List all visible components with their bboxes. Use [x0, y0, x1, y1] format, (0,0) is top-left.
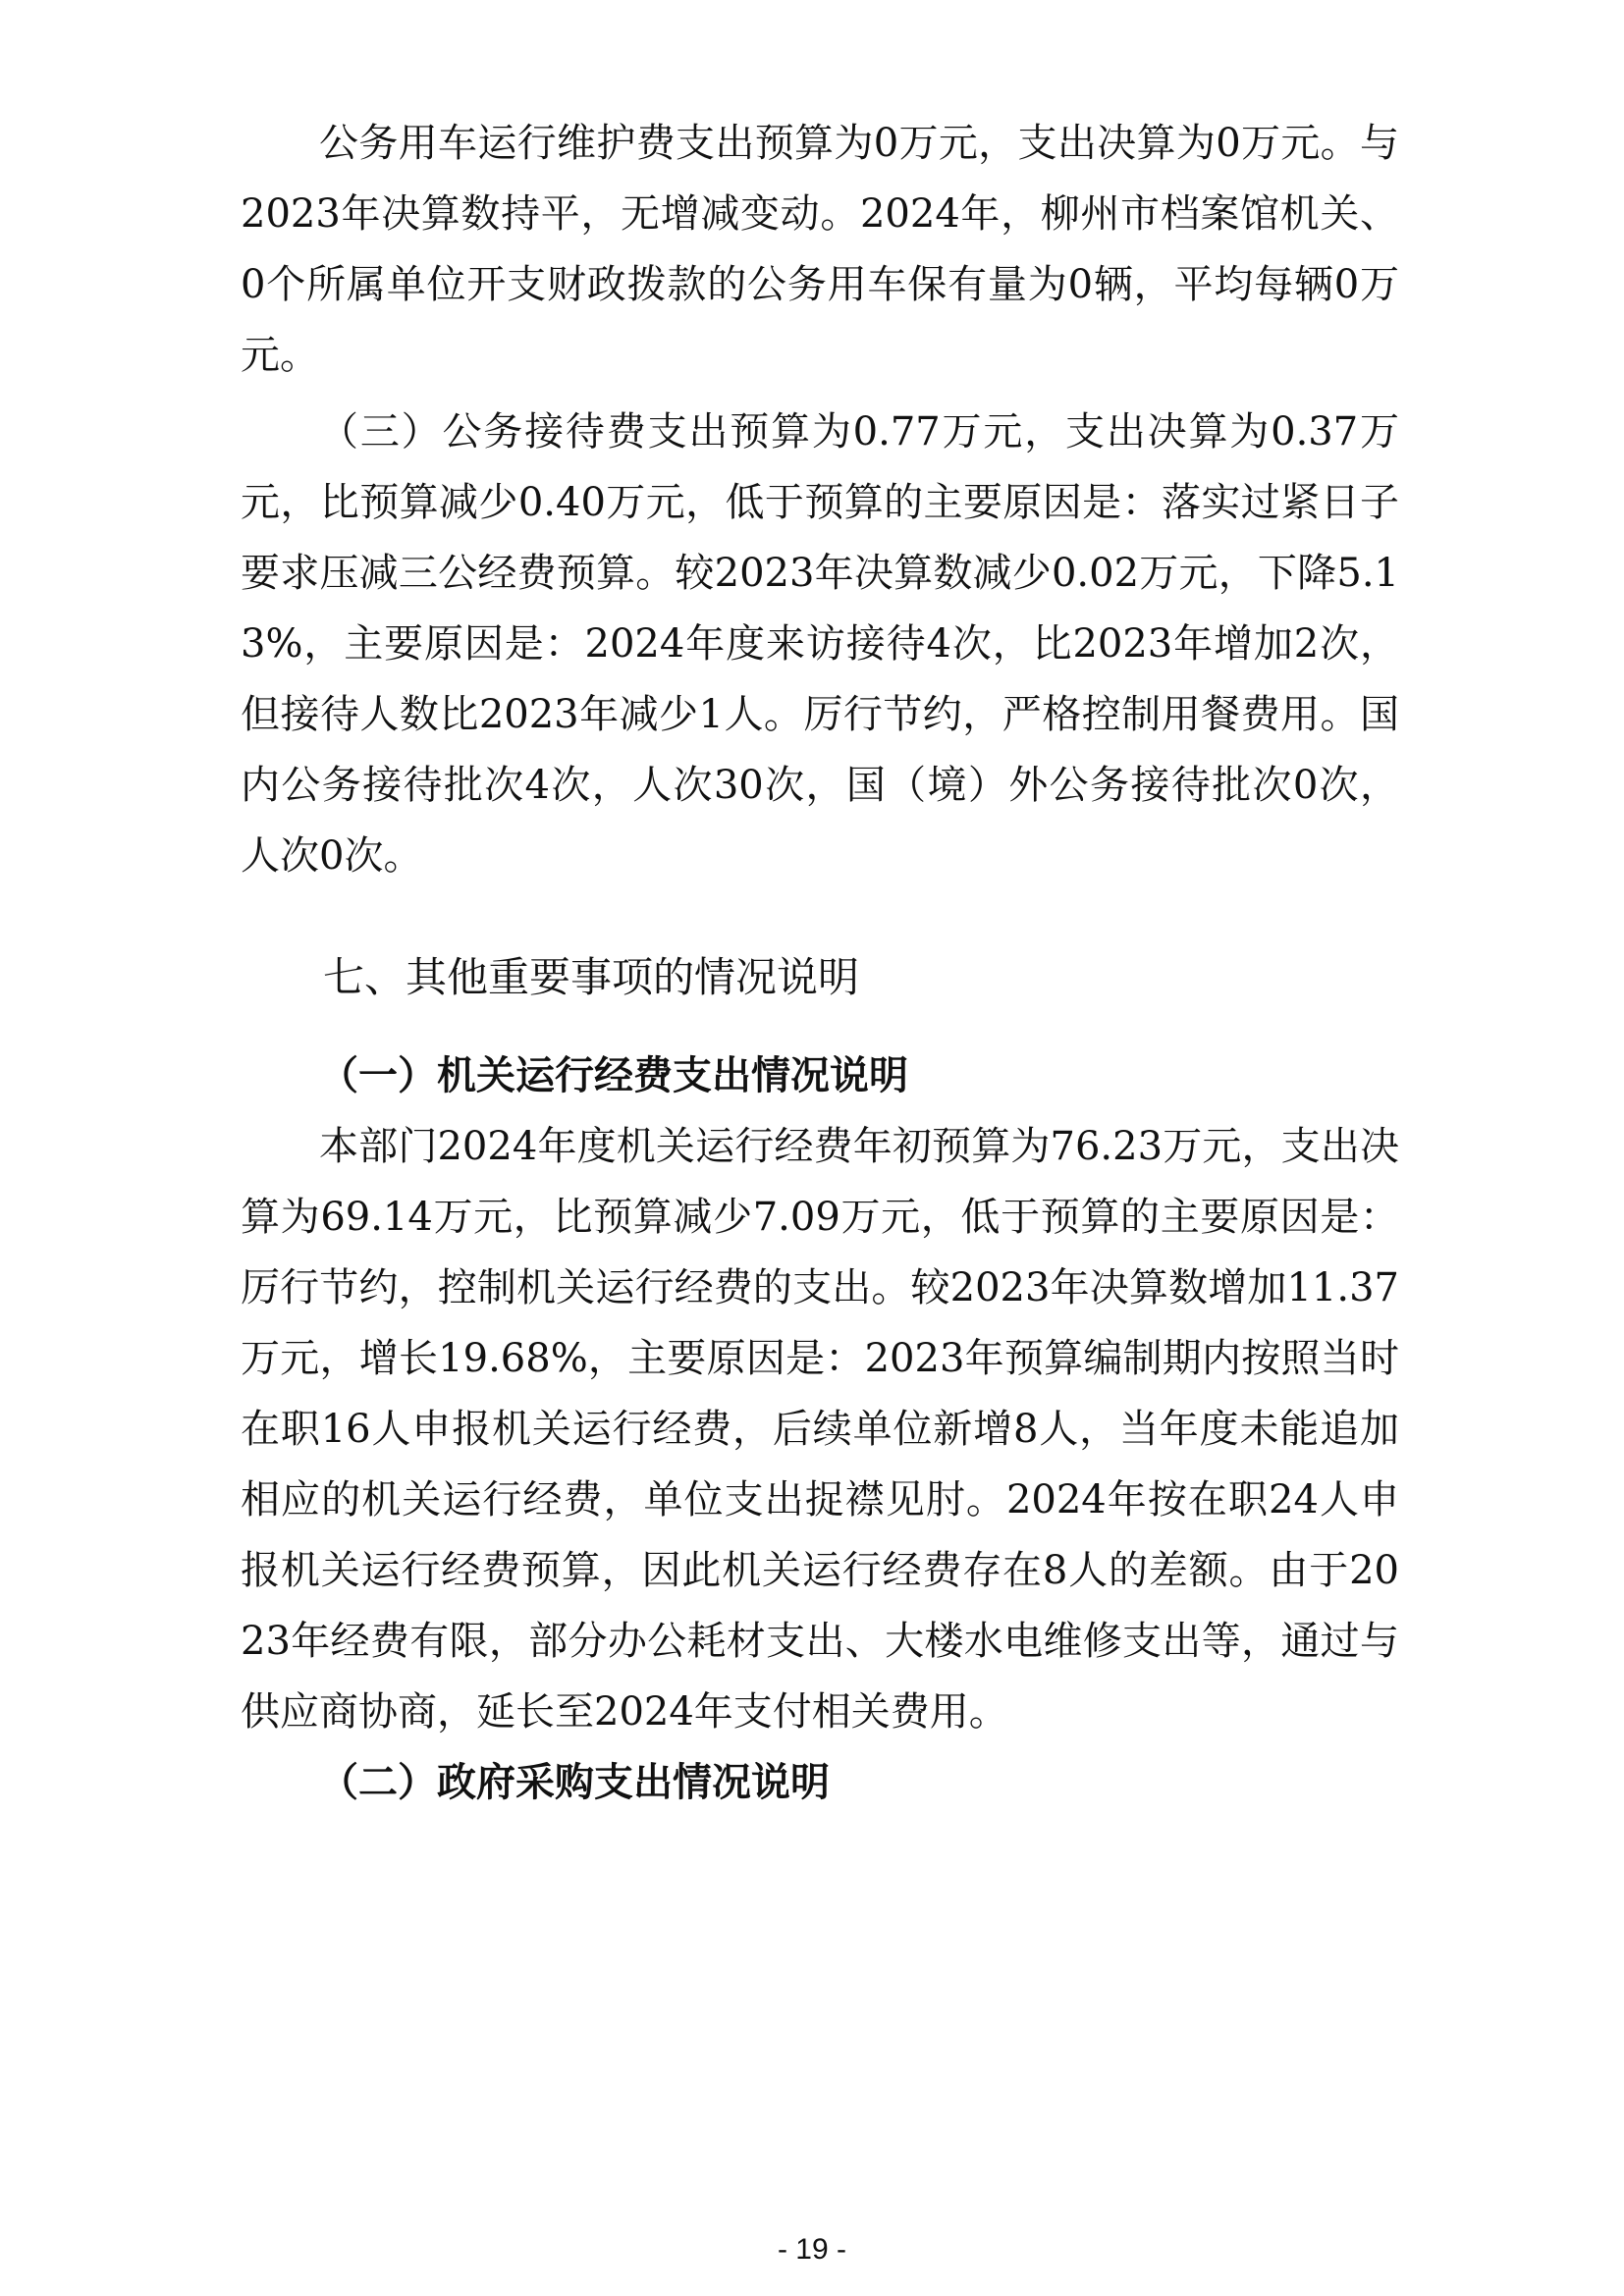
paragraph-operating-expense: 本部门2024年度机关运行经费年初预算为76.23万元，支出决算为69.14万元，比预算减少7.09万元，低于预算的主要原因是：厉行节约，控制机关运行经费的支出。较2023年决算数增加11.37万元，增长19.68%，主要原因是：2023年预算编制期内按照当时在职16人申报机关运行经费，后续单位新增8人，当年度未能追加相应的机关运行经费，单位支出捉襟见肘。2024年按在职24人申报机关运行经费预算，因此机关运行经费存在8人的差额。由于2023年经费有限，部分办公耗材支出、大楼水电维修支出等，通过与供应商协商，延长至2024年支付相关费用。 — [241, 1124, 1399, 1735]
page-content — [241, 108, 1399, 1818]
paragraph-reception-expense: （三）公务接待费支出预算为0.77万元，支出决算为0.37万元，比预算减少0.40万元，低于预算的主要原因是：落实过紧日子要求压减三公经费预算。较2023年决算数减少0.02万元，下降5.13%，主要原因是：2024年度来访接待4次，比2023年增加2次，但接待人数比2023年减少1人。厉行节约，严格控制用餐费用。国内公务接待批次4次，人次30次，国（境）外公务接待批次0次，人次0次。 — [241, 409, 1399, 879]
section-heading-other-matters: 七、其他重要事项的情况说明 — [323, 953, 860, 1001]
subsection-heading-procurement: （二）政府采购支出情况说明 — [319, 1760, 830, 1805]
subsection-heading-operating-expense: （一）机关运行经费支出情况说明 — [319, 1053, 908, 1098]
page-number: - 19 - — [777, 2233, 847, 2266]
paragraph-vehicle-maintenance: 公务用车运行维护费支出预算为0万元，支出决算为0万元。与2023年决算数持平，无增减变动。2024年，柳州市档案馆机关、0个所属单位开支财政拨款的公务用车保有量为0辆，平均每辆0万元。 — [241, 121, 1399, 378]
